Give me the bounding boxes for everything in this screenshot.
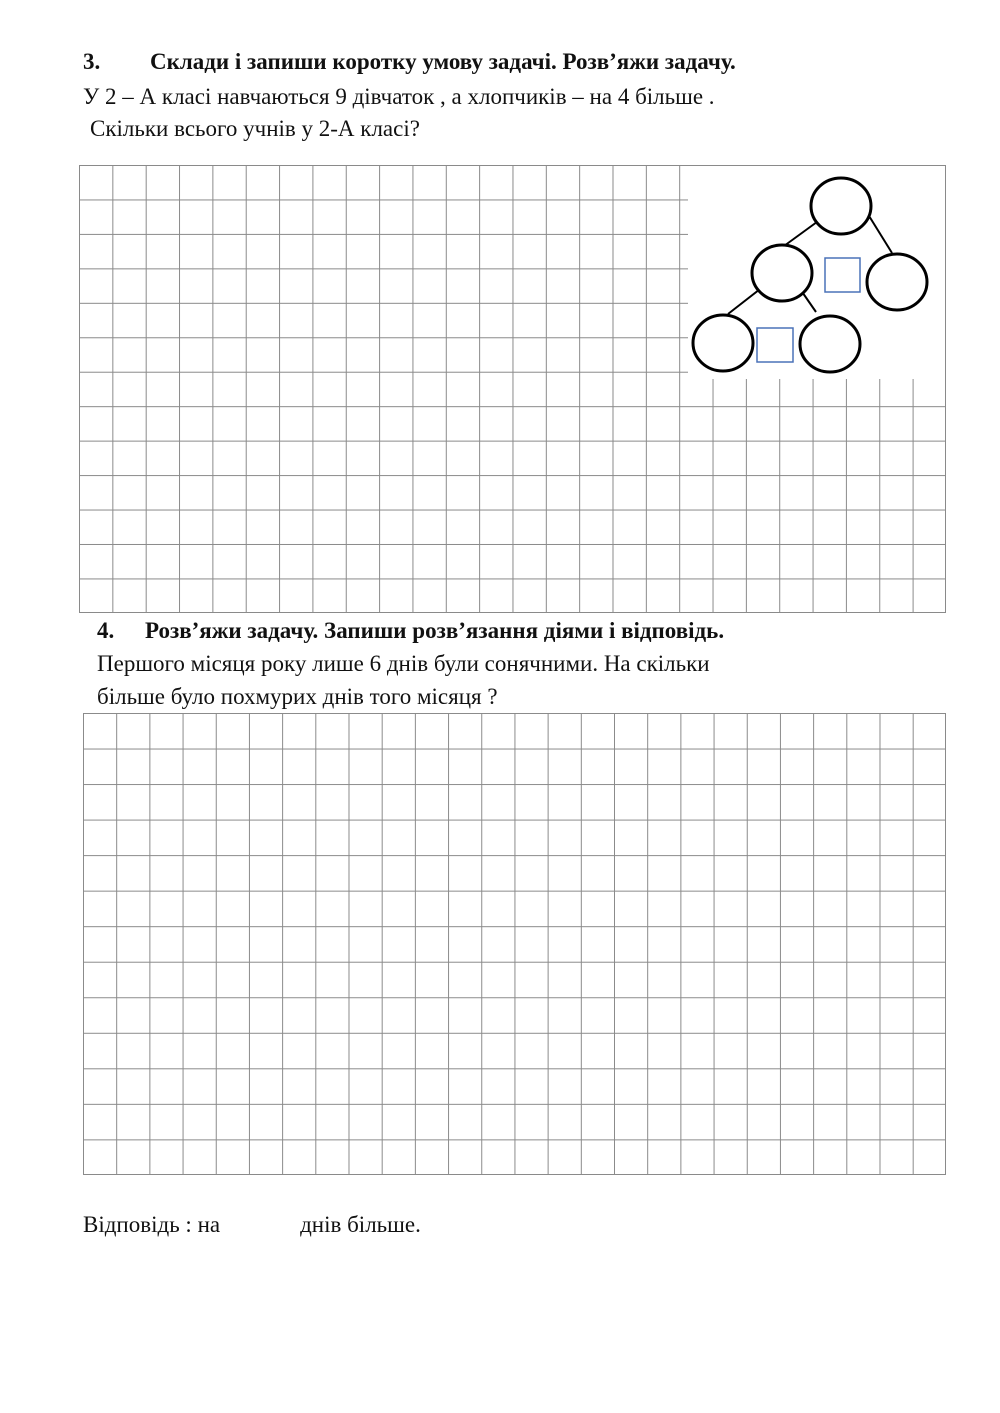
task3-heading-text: Склади і запиши коротку умову задачі. Розв’яжи задачу. — [150, 49, 736, 74]
tree-node-bottom-right[interactable] — [800, 316, 860, 372]
answer-suffix: днів більше. — [300, 1212, 421, 1237]
task3-heading — [83, 48, 736, 76]
task3-number: 3. — [83, 49, 101, 74]
task4-writing-grid[interactable] — [83, 713, 946, 1175]
tree-node-right[interactable] — [867, 254, 927, 310]
task4-heading-text: Розв’яжи задачу. Запиши розв’язання діями і відповідь. — [145, 618, 725, 643]
answer-prefix: Відповідь : на — [83, 1212, 221, 1237]
task3-condition-line1: У 2 – А класі навчаються 9 дівчаток , а хлопчиків – на 4 більше . — [83, 84, 715, 109]
operation-box-bottom[interactable] — [757, 328, 793, 362]
answer-line — [83, 1211, 421, 1239]
task4-number: 4. — [97, 618, 115, 643]
task3-condition-line2: Скільки всього учнів у 2-А класі? — [90, 116, 420, 141]
task4-condition-line1: Першого місяця року лише 6 днів були сонячними. На скільки — [97, 651, 710, 676]
operation-box-top[interactable] — [825, 258, 860, 292]
task4-condition-line2: більше було похмурих днів того місяця ? — [97, 684, 498, 709]
number-tree-diagram — [688, 166, 945, 379]
task4-heading — [97, 617, 724, 645]
tree-node-total[interactable] — [811, 178, 871, 234]
tree-node-middle[interactable] — [752, 245, 812, 301]
tree-node-bottom-left[interactable] — [693, 315, 753, 371]
